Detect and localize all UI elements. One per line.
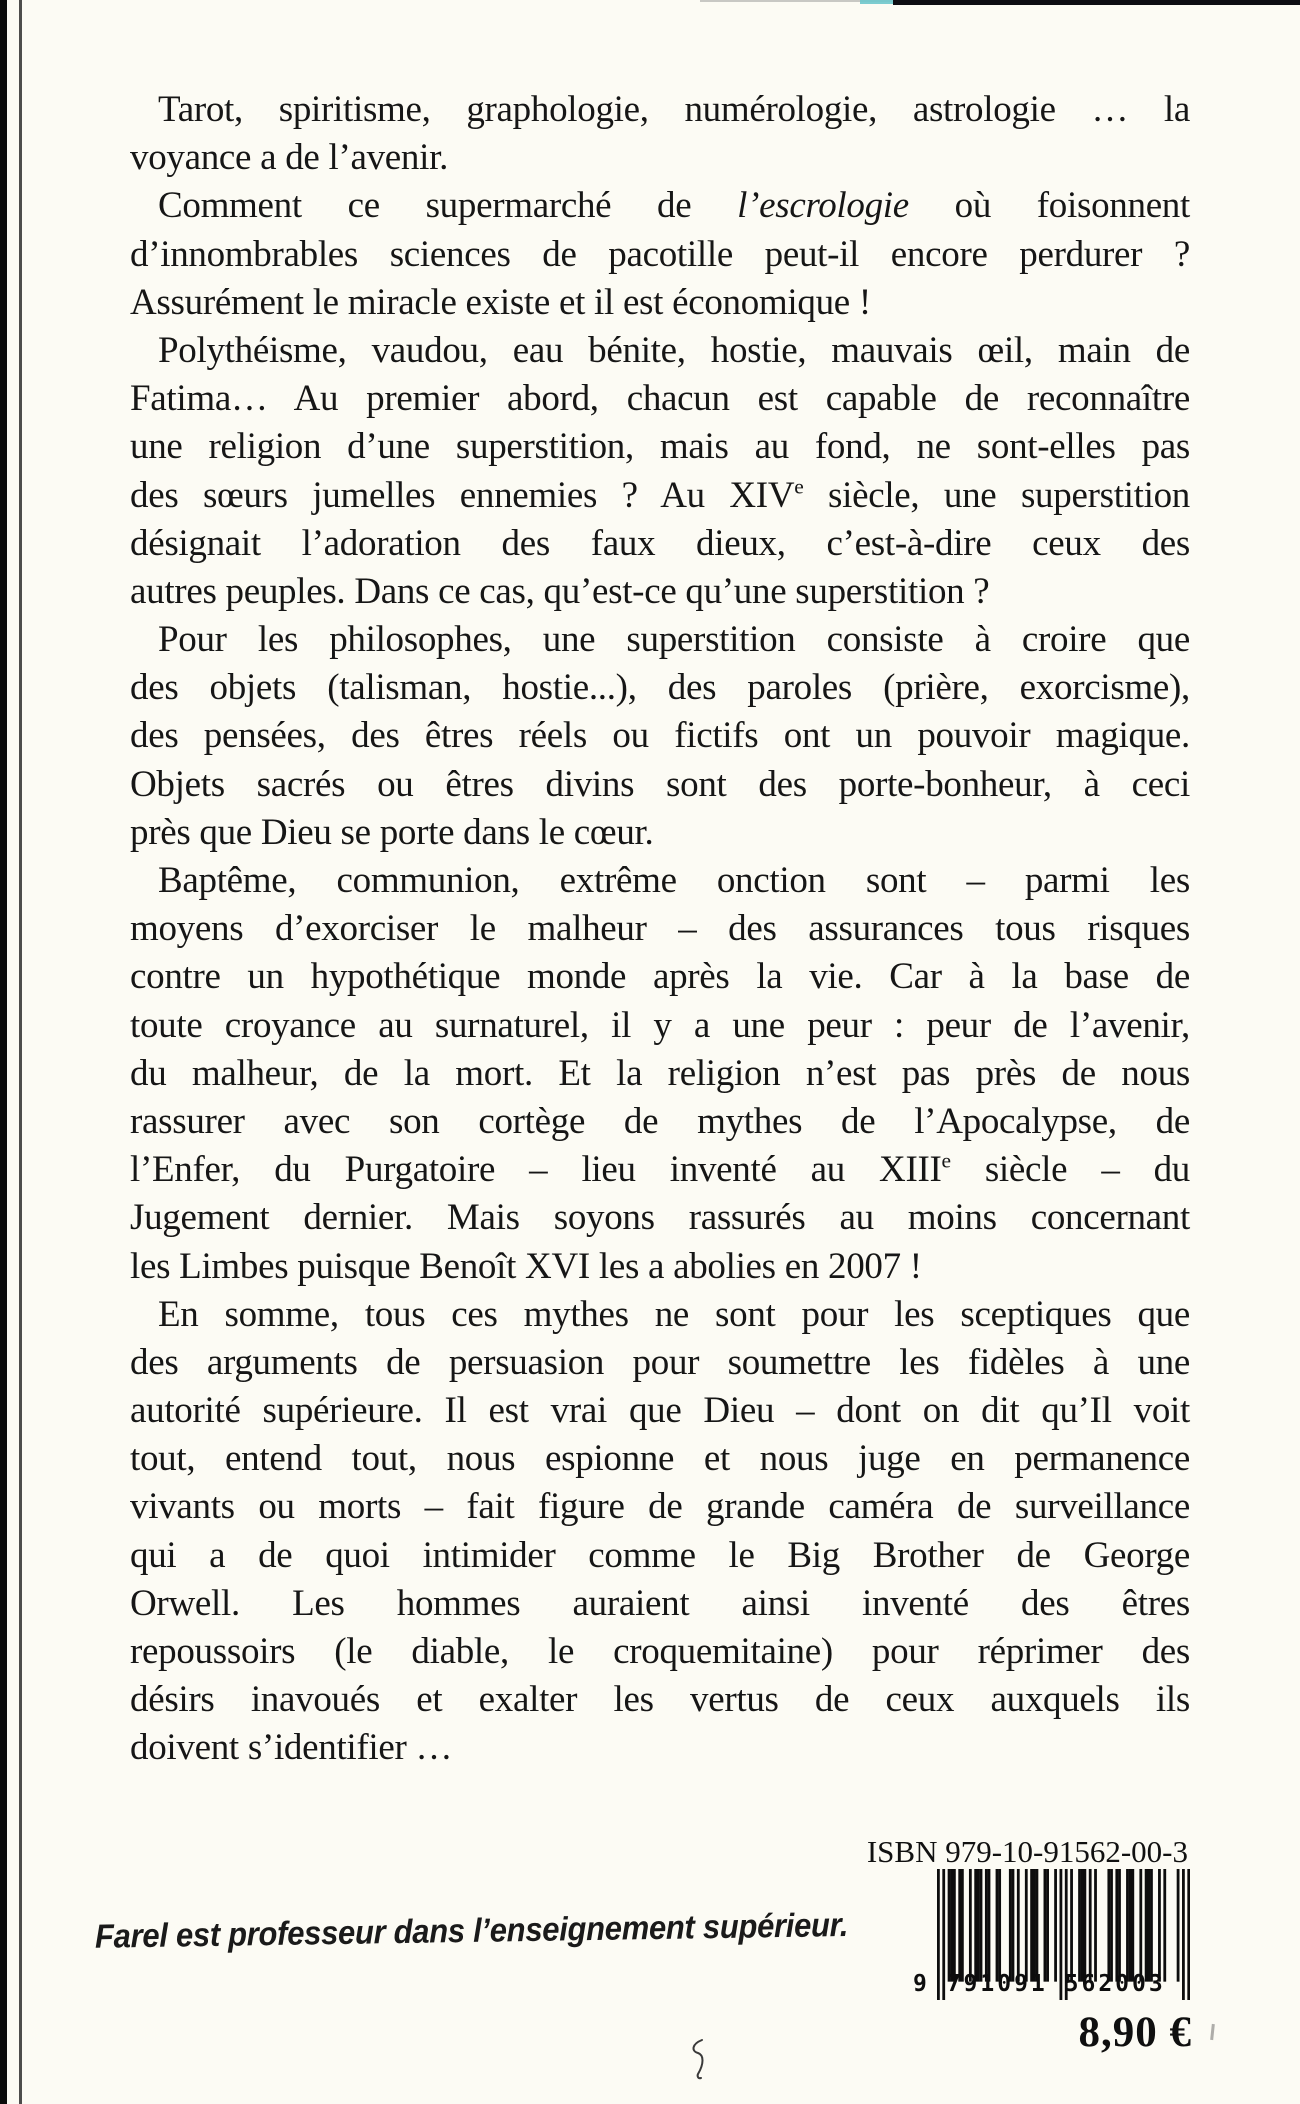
text-line: désirs inavoués et exalter les vertus de ceux auxquels ils [130, 1679, 1190, 1721]
text-line: autres peuples. Dans ce cas, qu’est-ce qu’une superstition ? [130, 570, 990, 612]
scan-squiggle-mark [688, 2038, 714, 2082]
text-line: Baptême, communion, extrême onction sont – parmi les [158, 860, 1190, 901]
text-line-part: où foisonnent [908, 185, 1190, 227]
text-line: Objets sacrés ou êtres divins sont des porte-bonheur, à ceci [130, 763, 1190, 805]
text-line: des pensées, des êtres réels ou fictifs ont un pouvoir magique. [130, 715, 1190, 757]
author-note: Farel est professeur dans l’enseignement supérieur. [94, 1905, 849, 1956]
text-line: désignait l’adoration des faux dieux, c’est-à-dire ceux des [130, 522, 1190, 564]
text-line: une religion d’une superstition, mais au fond, ne sont-elles pas [130, 426, 1190, 468]
text-line: Tarot, spiritisme, graphologie, numérologie, astrologie … la [158, 89, 1190, 130]
text-line: d’innombrables sciences de pacotille peut-il encore perdurer ? [130, 233, 1190, 275]
text-line [130, 472, 1190, 520]
italic-term: l’escrologie [737, 185, 909, 227]
text-line: Polythéisme, vaudou, eau bénite, hostie, mauvais œil, main de [158, 329, 1190, 371]
text-line: En somme, tous ces mythes ne sont pour les sceptiques que [158, 1293, 1190, 1335]
superscript-ordinal: e [794, 474, 804, 499]
text-line: près que Dieu se porte dans le cœur. [130, 811, 654, 853]
text-line: Pour les philosophes, une superstition consiste à croire que [158, 619, 1190, 661]
price-label: 8,90 € [1078, 2009, 1192, 2056]
barcode [913, 1869, 1190, 2000]
back-cover-blurb [130, 86, 1190, 1773]
text-line: Fatima… Au premier abord, chacun est capable de reconnaître [130, 378, 1190, 420]
spine-shadow-left [0, 0, 7, 2104]
text-line-part: siècle – du [950, 1149, 1190, 1191]
text-line: voyance a de l’avenir. [130, 137, 449, 179]
text-line-part: des sœurs jumelles ennemies ? Au XIV [130, 474, 795, 516]
text-line-part: l’Enfer, du Purgatoire – lieu inventé au XIII [130, 1149, 942, 1191]
text-line: repoussoirs (le diable, le croquemitaine) pour réprimer des [130, 1631, 1190, 1672]
text-line: doivent s’identifier … [130, 1727, 453, 1769]
text-line: vivants ou morts – fait figure de grande caméra de surveillance [130, 1486, 1190, 1528]
text-line: des objets (talisman, hostie...), des paroles (prière, exorcisme), [130, 667, 1190, 709]
isbn-label: ISBN 979-10-91562-00-3 [866, 1834, 1188, 1869]
text-line-part: siècle, une superstition [803, 474, 1191, 516]
text-line: Assurément le miracle existe et il est économique ! [130, 281, 871, 323]
text-line: Jugement dernier. Mais soyons rassurés au moins concernant [130, 1197, 1190, 1239]
text-line: tout, entend tout, nous espionne et nous juge en permanence [130, 1438, 1190, 1480]
text-line: qui a de quoi intimider comme le Big Brother de George [130, 1534, 1190, 1576]
superscript-ordinal: e [941, 1148, 951, 1173]
text-line: moyens d’exorciser le malheur – des assurances tous risques [130, 908, 1190, 950]
text-line: des arguments de persuasion pour soumettre les fidèles à une [130, 1341, 1190, 1383]
text-line: rassurer avec son cortège de mythes de l’Apocalypse, de [130, 1100, 1190, 1142]
text-line: toute croyance au surnaturel, il y a une peur : peur de l’avenir, [130, 1004, 1190, 1046]
text-line [130, 1146, 1190, 1194]
text-line: autorité supérieure. Il est vrai que Dieu – dont on dit qu’Il voit [130, 1390, 1190, 1432]
top-edge-dark-line [893, 0, 1300, 5]
spine-edge-line [19, 0, 22, 2104]
scan-tick-mark [1210, 2024, 1215, 2040]
text-line [130, 182, 1190, 230]
barcode-digits: 9 791091 562003 [913, 1971, 1166, 1997]
text-line: Orwell. Les hommes auraient ainsi inventé des êtres [130, 1582, 1190, 1624]
text-line-part: Comment ce supermarché de [158, 185, 738, 227]
text-line: contre un hypothétique monde après la vie. Car à la base de [130, 956, 1190, 998]
text-line: les Limbes puisque Benoît XVI les a abolies en 2007 ! [130, 1245, 922, 1287]
text-line: du malheur, de la mort. Et la religion n’est pas près de nous [130, 1052, 1190, 1094]
